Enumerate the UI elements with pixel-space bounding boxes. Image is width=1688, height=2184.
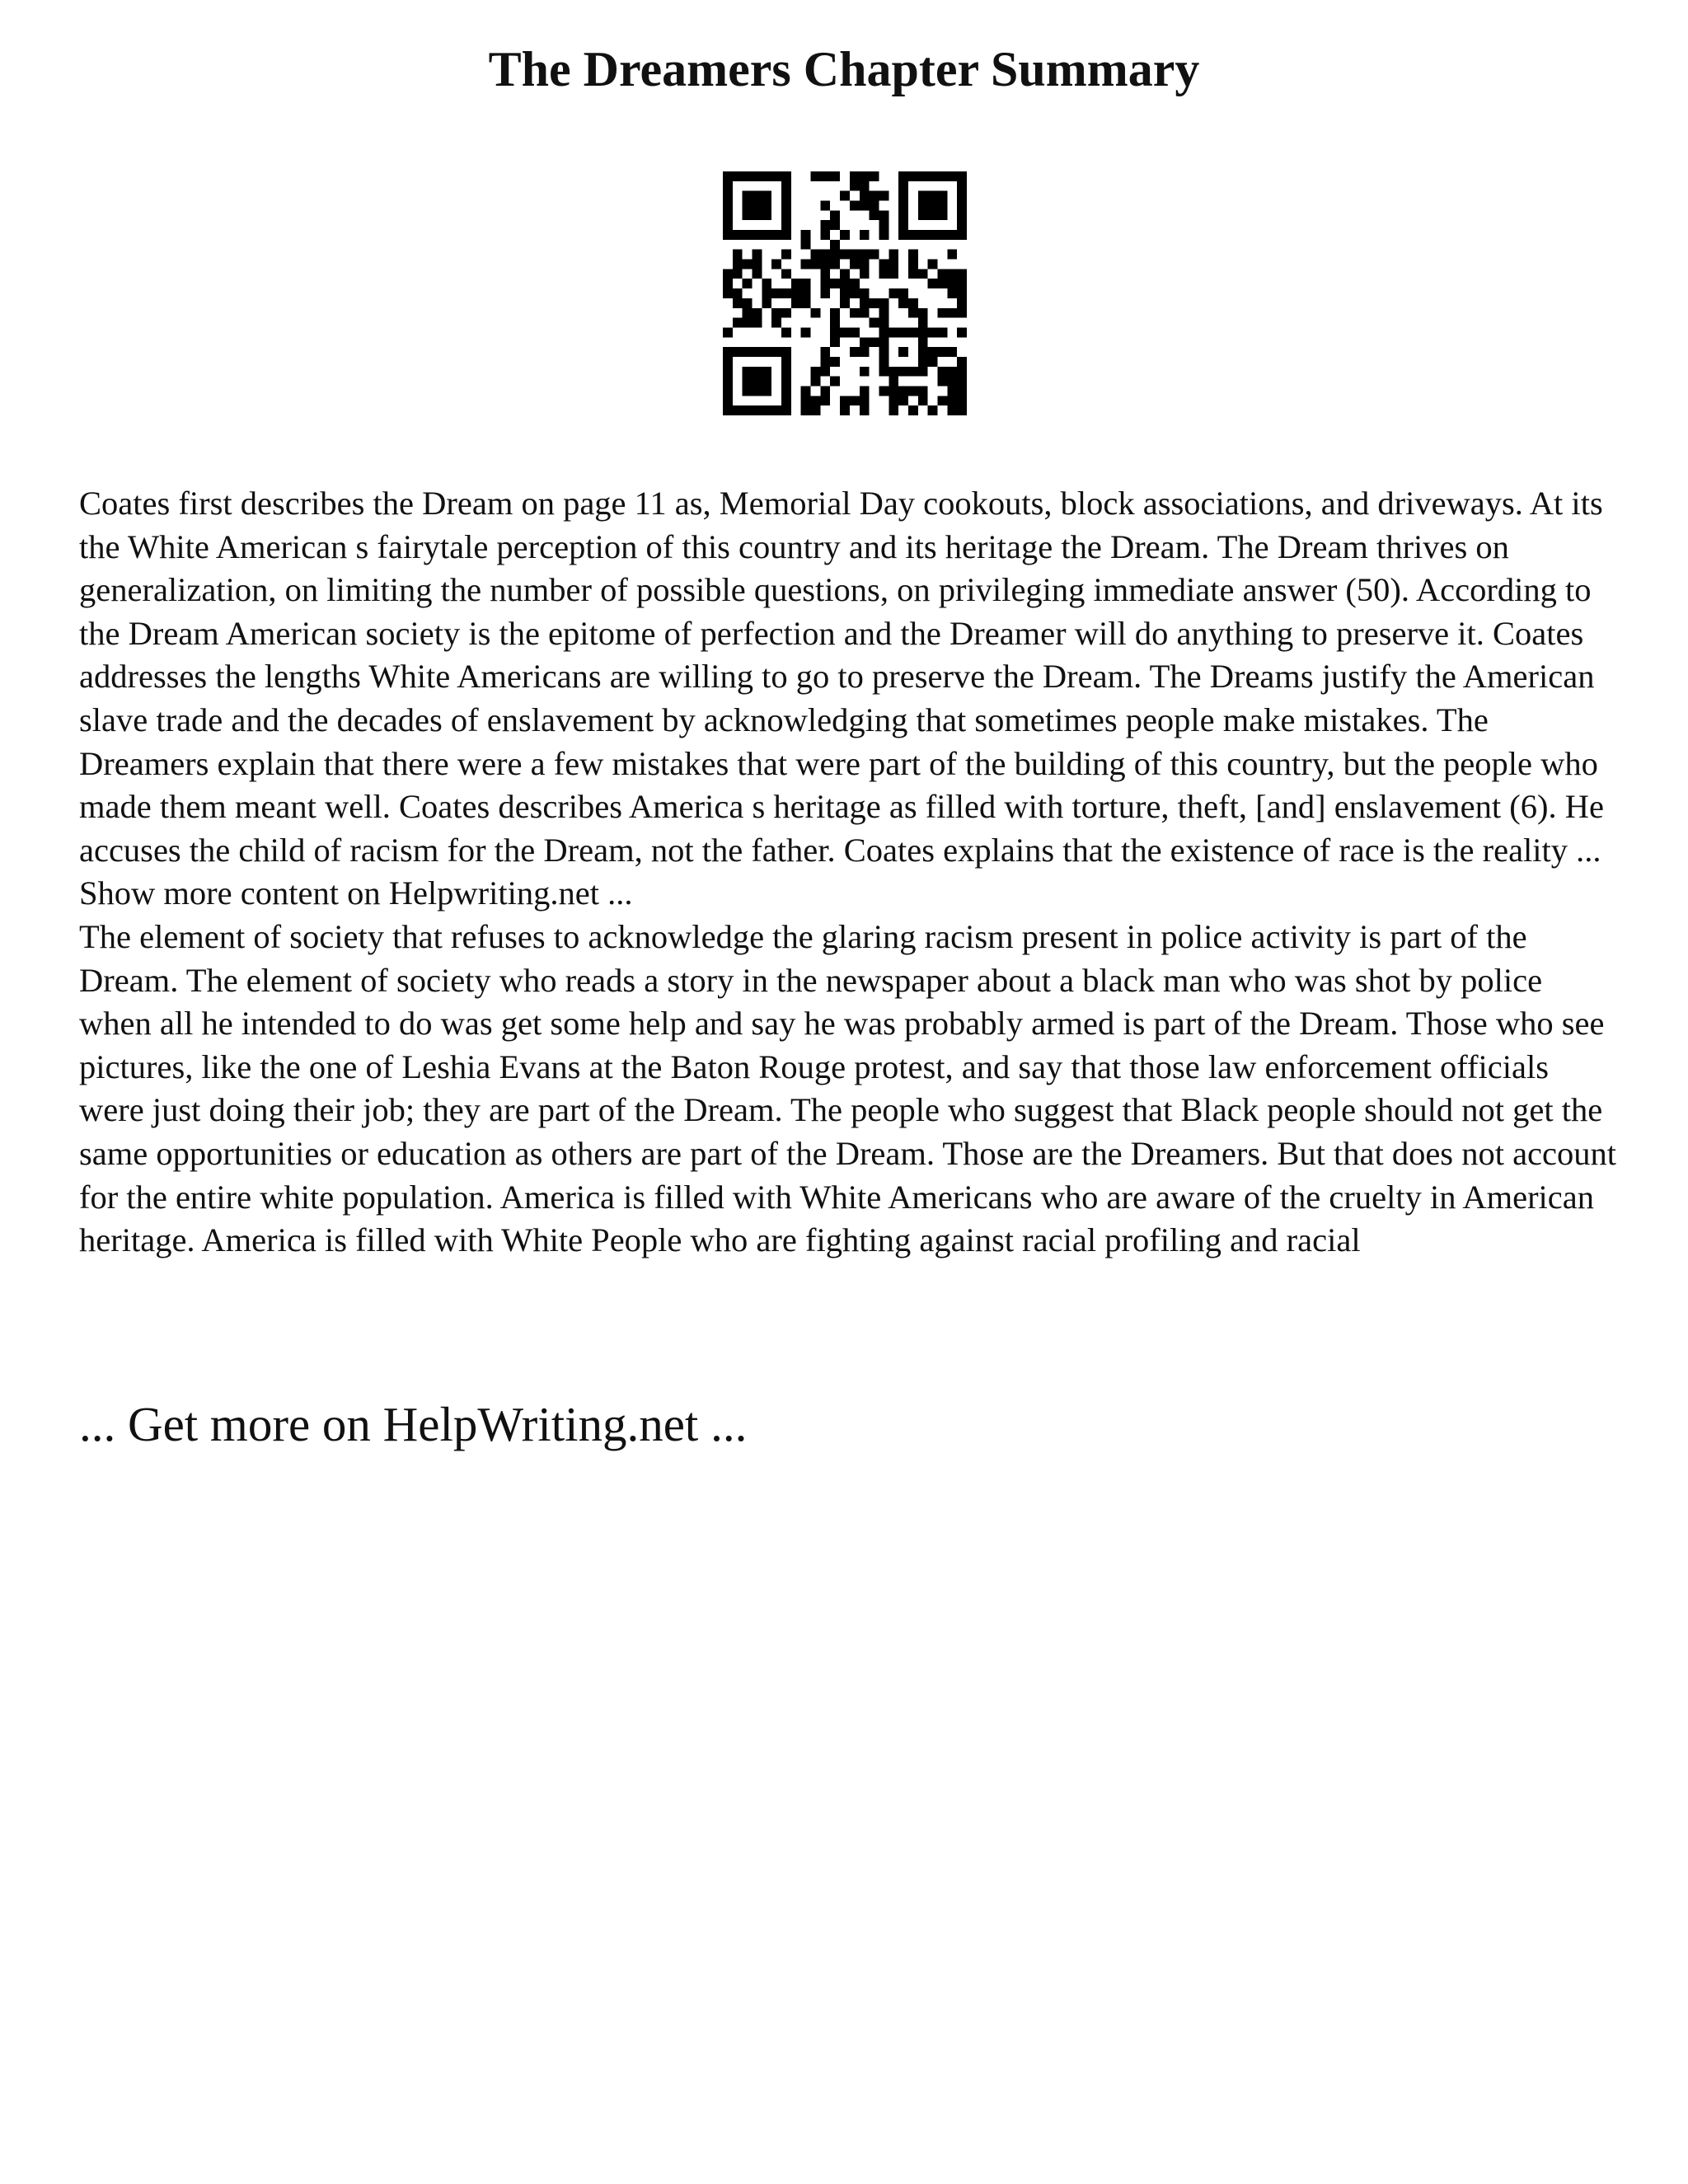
get-more-link[interactable]: ... Get more on HelpWriting.net ... <box>79 1397 748 1451</box>
paragraph-1: Coates first describes the Dream on page 11 as, Memorial Day cookouts, block associations, and driveways. At its the White American s fairytale perception of this country and its heritage the Dream. The Dream thrives on generalization, on limiting the number of possible questions, on privileging immediate answer (50). According to the Dream American society is the epitome of perfection and the Dreamer will do anything to preserve it. Coates addresses the lengths White Americans are willing to go to preserve the Dream. The Dreams justify the American slave trade and the decades of enslavement by acknowledging that sometimes people make mistakes. The Dreamers explain that there were a few mistakes that were part of the building of this country, but the people who made them meant well. Coates describes America s heritage as filled with torture, theft, [and] enslavement (6). He accuses the child of racism for the Dream, not the father. Coates explains that the existence of race is the reality ... Show more content on Helpwriting.net ... <box>79 485 1604 912</box>
qr-code-icon[interactable] <box>723 171 967 415</box>
body-text <box>79 482 1620 1263</box>
paragraph-2: The element of society that refuses to acknowledge the glaring racism present in police activity is part of the Dream. The element of society who reads a story in the newspaper about a black man who was shot by police when all he intended to do was get some help and say he was probably armed is part of the Dream. Those who see pictures, like the one of Leshia Evans at the Baton Rouge protest, and say that those law enforcement officials were just doing their job; they are part of the Dream. The people who suggest that Black people should not get the same opportunities or education as others are part of the Dream. Those are the Dreamers. But that does not account for the entire white population. America is filled with White Americans who are aware of the cruelty in American heritage. America is filled with White People who are fighting against racial profiling and racial <box>79 917 1616 1259</box>
page-title: The Dreamers Chapter Summary <box>488 42 1200 96</box>
qr-code-graphic <box>723 171 967 415</box>
